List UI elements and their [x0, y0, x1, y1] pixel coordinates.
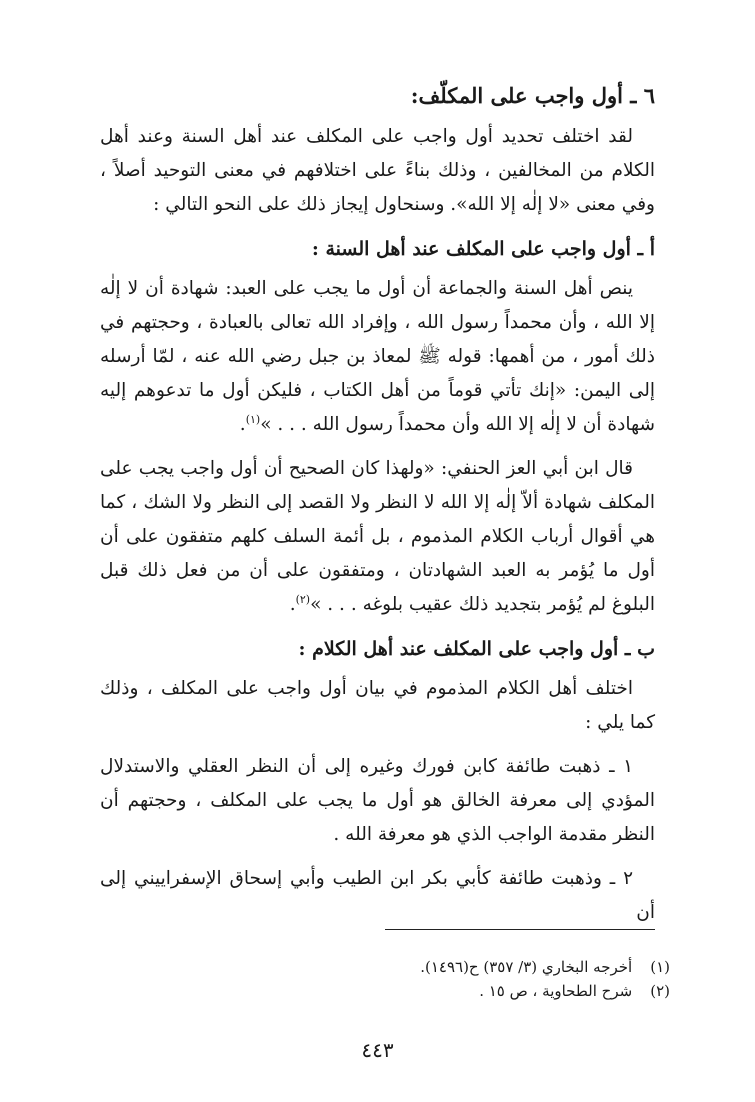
subheading-a: أ ـ أول واجب على المكلف عند أهل السنة : [311, 238, 655, 260]
list-item-1: ١ ـ ذهبت طائفة كابن فورك وغيره إلى أن النظر العقلي والاستدلال المؤدي إلى معرفة الخالق هو أول ما يجب على المكلف ، وحجتهم أن النظر مقدمة الواجب الذي هو معرفة الله . [100, 756, 655, 845]
section-heading: ٦ ـ أول واجب على المكلّف: [410, 83, 655, 108]
footnote-number: (١) [650, 958, 670, 976]
page-body [100, 70, 655, 940]
page-number: ٤٤٣ [361, 1038, 394, 1062]
subheading-b: ب ـ أول واجب على المكلف عند أهل الكلام : [298, 638, 655, 660]
paragraph-ahl-sunnah-text: ينص أهل السنة والجماعة أن أول ما يجب على العبد: شهادة أن لا إلٰه إلا الله ، وأن محمداً رسول الله ، وإفراد الله تعالى بالعبادة ، وحجتهم في ذلك أمور ، من أهمها: قوله ﷺ لمعاذ بن جبل رضي الله عنه ، لمّا أرسله إلى اليمن: «إنك تأتي قوماً من أهل الكتاب ، فليكن أول ما تدعوهم إليه شهادة أن لا إلٰه إلا الله وأن محمداً رسول الله . . . » [100, 278, 655, 435]
footnote-divider [385, 929, 655, 930]
list-item-2: ٢ ـ وذهبت طائفة كأبي بكر ابن الطيب وأبي إسحاق الإسفراييني إلى أن [100, 868, 655, 923]
footnote-ref-1[interactable]: (١) [245, 412, 261, 426]
footnote-number: (٢) [650, 982, 670, 1000]
footnote-1 [100, 955, 670, 979]
paragraph-ibn-abi-al-izz [100, 452, 655, 622]
footnote-2 [100, 979, 670, 1003]
paragraph-ahl-sunnah [100, 272, 655, 442]
footnote-text: أخرجه البخاري (٣/ ٣٥٧) ح(١٤٩٦). [420, 958, 633, 976]
paragraph-end-mark: . [239, 414, 246, 435]
intro-paragraph: لقد اختلف تحديد أول واجب على المكلف عند أهل السنة وعند أهل الكلام من المخالفين ، وذلك بناءً على اختلافهم في معنى التوحيد أصلاً ، وفي معنى «لا إلٰه إلا الله». وسنحاول إيجاز ذلك على النحو التالي : [100, 126, 655, 215]
footnote-text: شرح الطحاوية ، ص ١٥ . [479, 982, 633, 1000]
footnotes [100, 955, 670, 1003]
footnote-ref-2[interactable]: (٢) [295, 592, 311, 606]
paragraph-ibn-abi-al-izz-text: قال ابن أبي العز الحنفي: «ولهذا كان الصحيح أن أول واجب يجب على المكلف شهادة ألاّ إلٰه إلا الله لا النظر ولا القصد إلى النظر ولا الشك ، كما هي أقوال أرباب الكلام المذموم ، بل أئمة السلف كلهم متفقون على أن أول ما يُؤمر به العبد الشهادتان ، ومتفقون على أن من فعل ذلك قبل البلوغ لم يُؤمر بتجديد ذلك عقيب بلوغه . . . » [100, 458, 656, 615]
paragraph-kalam-intro: اختلف أهل الكلام المذموم في بيان أول واجب على المكلف ، وذلك كما يلي : [100, 678, 655, 733]
paragraph-end-mark: . [289, 594, 296, 615]
